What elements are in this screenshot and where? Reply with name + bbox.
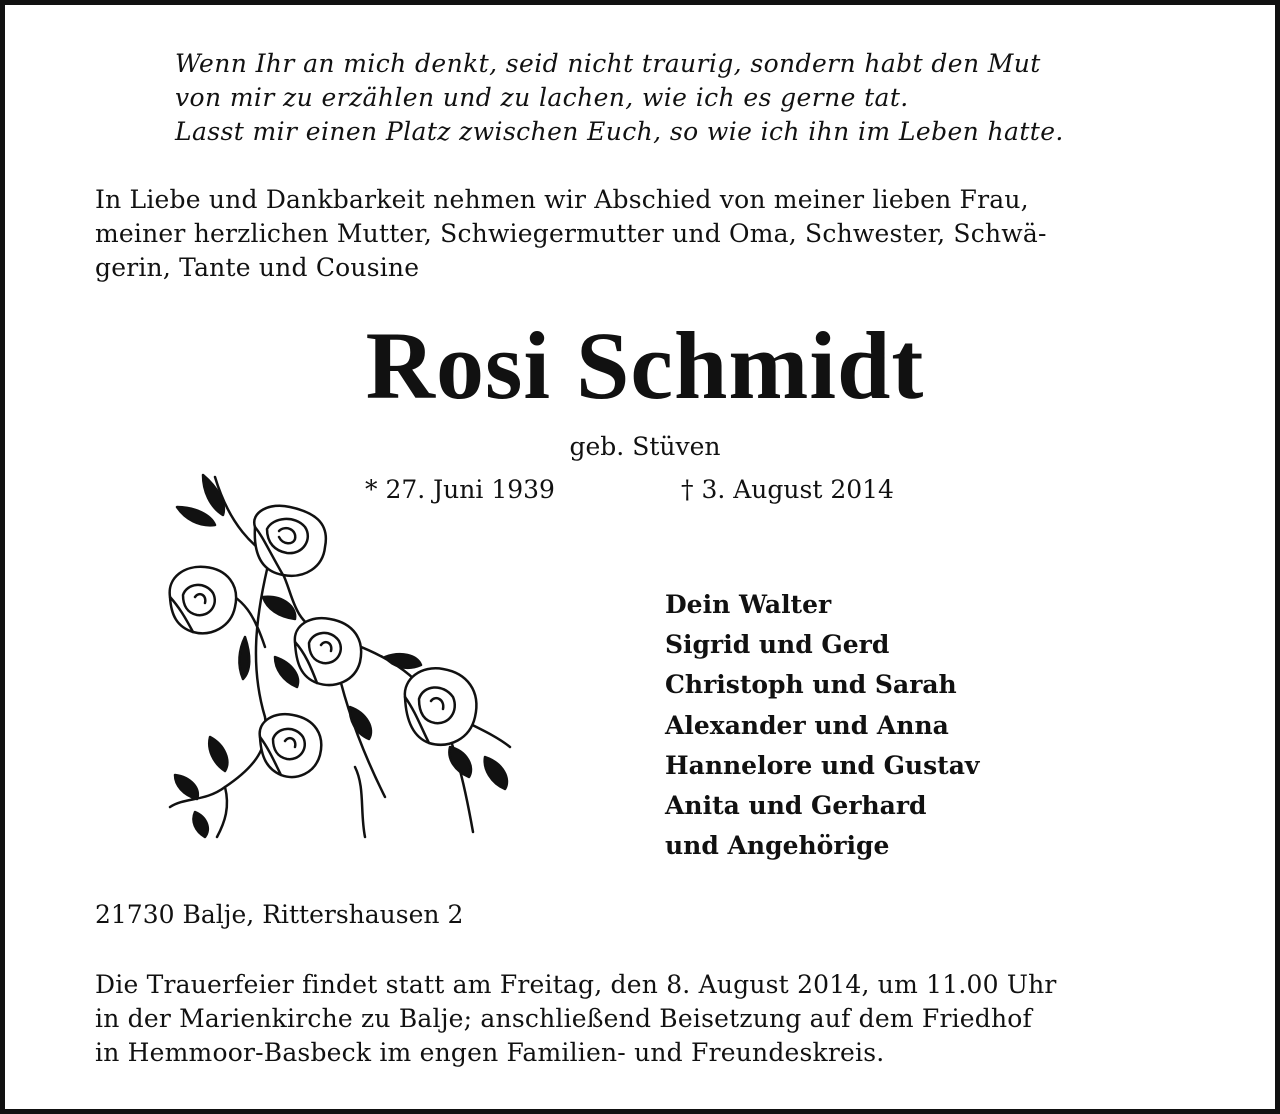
motto-line: Wenn Ihr an mich denkt, seid nicht traurig, sondern habt den Mut (175, 49, 1041, 78)
mourner-name: Alexander und Anna (665, 710, 949, 740)
mourner-name: Christoph und Sarah (665, 670, 957, 700)
roses-illustration-icon (155, 467, 525, 847)
maiden-name: geb. Stüven (569, 432, 721, 461)
motto-line: von mir zu erzählen und zu lachen, wie ich es gerne tat. (175, 83, 909, 112)
intro-line: meiner herzlichen Mutter, Schwiegermutter und Oma, Schwester, Schwä- (95, 219, 1047, 248)
mourner-name: Dein Walter (665, 590, 832, 619)
family-address: 21730 Balje, Rittershausen 2 (95, 900, 464, 929)
mourner-name: und Angehörige (665, 831, 890, 861)
motto-poem (175, 47, 1235, 149)
intro-line: gerin, Tante und Cousine (95, 253, 420, 282)
funeral-line: Die Trauerfeier findet statt am Freitag, den 8. August 2014, um 11.00 Uhr (95, 970, 1057, 999)
funeral-line: in der Marienkirche zu Balje; anschließend Beisetzung auf dem Friedhof (95, 1004, 1033, 1033)
death-date: † 3. August 2014 (681, 475, 894, 504)
intro-line: In Liebe und Dankbarkeit nehmen wir Abschied von meiner lieben Frau, (95, 185, 1029, 214)
funeral-details (95, 968, 1205, 1070)
deceased-name: Rosi Schmidt (365, 312, 925, 419)
birth-date: * 27. Juni 1939 (365, 475, 555, 504)
mourner-name: Sigrid und Gerd (665, 630, 890, 660)
mourners-list (665, 585, 1225, 866)
funeral-line: in Hemmoor-Basbeck im engen Familien- und Freundeskreis. (95, 1038, 885, 1067)
intro-text (95, 183, 1195, 285)
motto-line: Lasst mir einen Platz zwischen Euch, so wie ich ihn im Leben hatte. (175, 117, 1064, 146)
mourner-name: Hannelore und Gustav (665, 750, 980, 780)
mourner-name: Anita und Gerhard (665, 791, 927, 821)
